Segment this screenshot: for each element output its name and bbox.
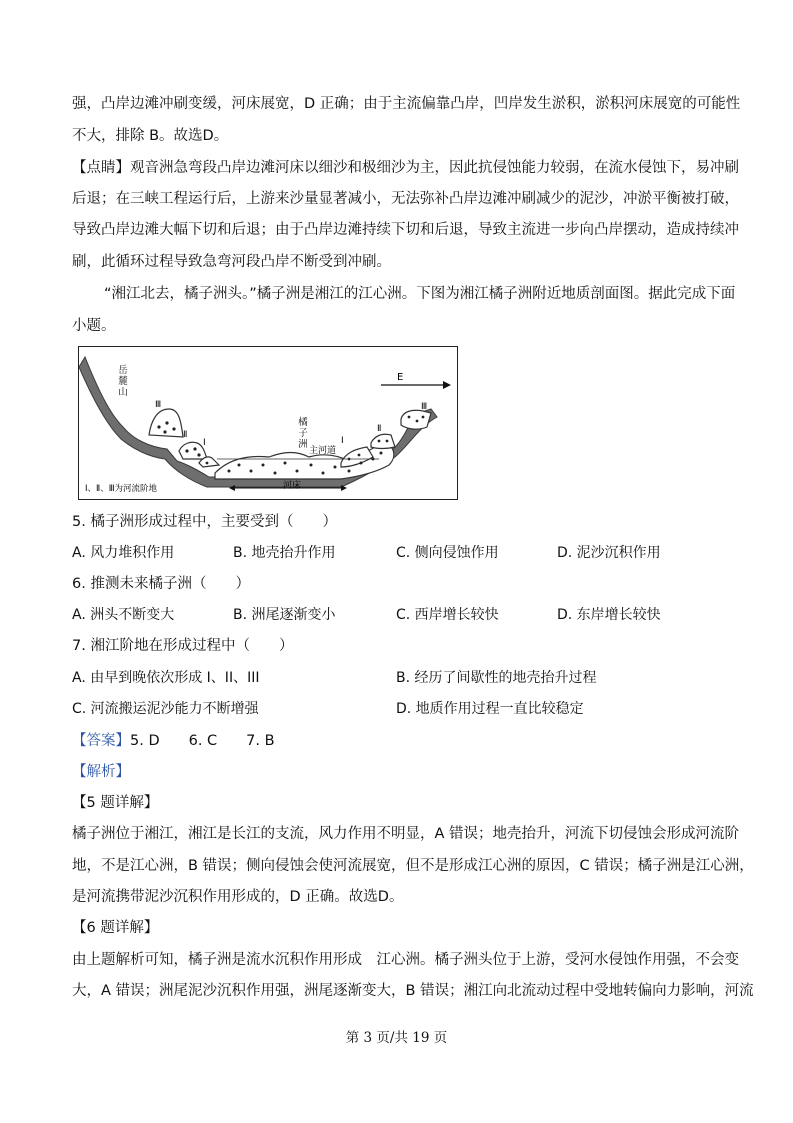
q7-option-b: B. 经历了间歇性的地壳抬升过程 — [396, 670, 597, 686]
paragraph-line: 【点睛】观音洲急弯段凸岸边滩河床以细沙和极细沙为主，因此抗侵蚀能力较弱，在流水侵蚀下，易冲刷 — [72, 160, 739, 176]
q7-option-a: A. 由早到晚依次形成 I、II、III — [72, 670, 260, 686]
answer-values: 5. D 6. C 7. B — [130, 733, 275, 749]
detail-6-line: 大，A 错误；洲尾泥沙沉积作用强，洲尾逐渐变大，B 错误；湘江向北流动过程中受地转偏向力影响，河流 — [72, 983, 754, 999]
terrace-III-right — [401, 410, 431, 429]
detail-5-line: 橘子洲位于湘江，湘江是长江的支流，风力作用不明显，A 错误；地壳抬升，河流下切侵蚀会形成河流阶 — [72, 826, 740, 842]
q5-option-a: A. 风力堆积作用 — [72, 545, 175, 561]
terrace-II-right-label: Ⅱ — [377, 424, 382, 434]
detail-6-line: 由上题解析可知，橘子洲是流水沉积作用形成 江心洲。橘子洲头位于上游，受河水侵蚀作用强，不会变 — [72, 952, 739, 968]
q5-option-d: D. 泥沙沉积作用 — [557, 545, 661, 561]
cross-section-figure — [78, 346, 458, 500]
q6-option-b: B. 洲尾逐渐变小 — [233, 607, 336, 623]
detail-5-line: 地，不是江心洲，B 错误；侧向侵蚀会使河流展宽，但不是形成江心洲的原因，C 错误；橘子洲是江心洲， — [72, 858, 754, 874]
paragraph-line: 强，凸岸边滩冲刷变缓，河床展宽，D 正确；由于主流偏靠凸岸，凹岸发生淤积，淤积河床展宽的可能性 — [72, 96, 741, 112]
detail-6-title: 【6 题详解】 — [72, 920, 159, 936]
terrace-I-left-label: Ⅰ — [203, 438, 206, 448]
analysis-label: 【解析】 — [72, 764, 130, 780]
q5-option-c: C. 侧向侵蚀作用 — [396, 545, 499, 561]
paragraph-line: 后退；在三峡工程运行后，上游来沙量显著减小，无法弥补凸岸边滩冲刷减少的泥沙，冲淤平衡被打破， — [72, 191, 739, 207]
q6-option-d: D. 东岸增长较快 — [557, 607, 661, 623]
island-label-vertical: 橘 子 洲 — [298, 417, 308, 450]
direction-label: E — [397, 372, 404, 383]
q7-option-d: D. 地质作用过程一直比较稳定 — [396, 701, 584, 717]
detail-5-line: 是河流携带泥沙沉积作用形成的，D 正确。故选D。 — [72, 889, 404, 905]
paragraph-line: 小题。 — [72, 318, 116, 334]
paragraph-line: 不大，排除 B。故选D。 — [72, 128, 229, 144]
q6-option-a: A. 洲头不断变大 — [72, 607, 175, 623]
answer-line — [72, 731, 732, 751]
channel-label: 主河道 — [309, 446, 337, 456]
bed-label: 河床 — [283, 481, 302, 491]
question-7-stem: 7. 湘江阶地在形成过程中（ ） — [72, 638, 294, 654]
terrace-III-right-label: Ⅲ — [421, 402, 428, 412]
paragraph-line: “湘江北去，橘子洲头。”橘子洲是湘江的江心洲。下图为湘江橘子洲附近地质剖面图。据此完成下面 — [104, 286, 736, 302]
paragraph-line: 刷，此循环过程导致急弯河段凸岸不断受到冲刷。 — [72, 254, 391, 270]
q6-option-c: C. 西岸增长较快 — [396, 607, 499, 623]
terrace-II-right — [371, 434, 395, 448]
page-footer: 第 3 页/共 19 页 — [345, 1030, 448, 1046]
terrace-II-left-label: Ⅱ — [183, 430, 188, 440]
detail-5-title: 【5 题详解】 — [72, 795, 159, 811]
terrace-I-right-label: Ⅰ — [341, 436, 344, 446]
terrace-III-left-label: Ⅲ — [155, 400, 162, 410]
question-5-stem: 5. 橘子洲形成过程中，主要受到（ ） — [72, 514, 337, 530]
paragraph-line: 导致凸岸边滩大幅下切和后退；由于凸岸边滩持续下切和后退，导致主流进一步向凸岸摆动，造成持续冲 — [72, 222, 739, 238]
question-6-stem: 6. 推测未来橘子洲（ ） — [72, 576, 250, 592]
q7-option-c: C. 河流搬运泥沙能力不断增强 — [72, 701, 259, 717]
mountain-label-vertical: 岳 麓 山 — [118, 365, 128, 398]
answer-label: 【答案】 — [72, 733, 130, 749]
cross-section-diagram — [79, 347, 457, 499]
q5-option-b: B. 地壳抬升作用 — [233, 545, 336, 561]
east-arrow-head — [443, 381, 451, 389]
legend-label: Ⅰ、Ⅱ、Ⅲ为河流阶地 — [85, 484, 158, 494]
